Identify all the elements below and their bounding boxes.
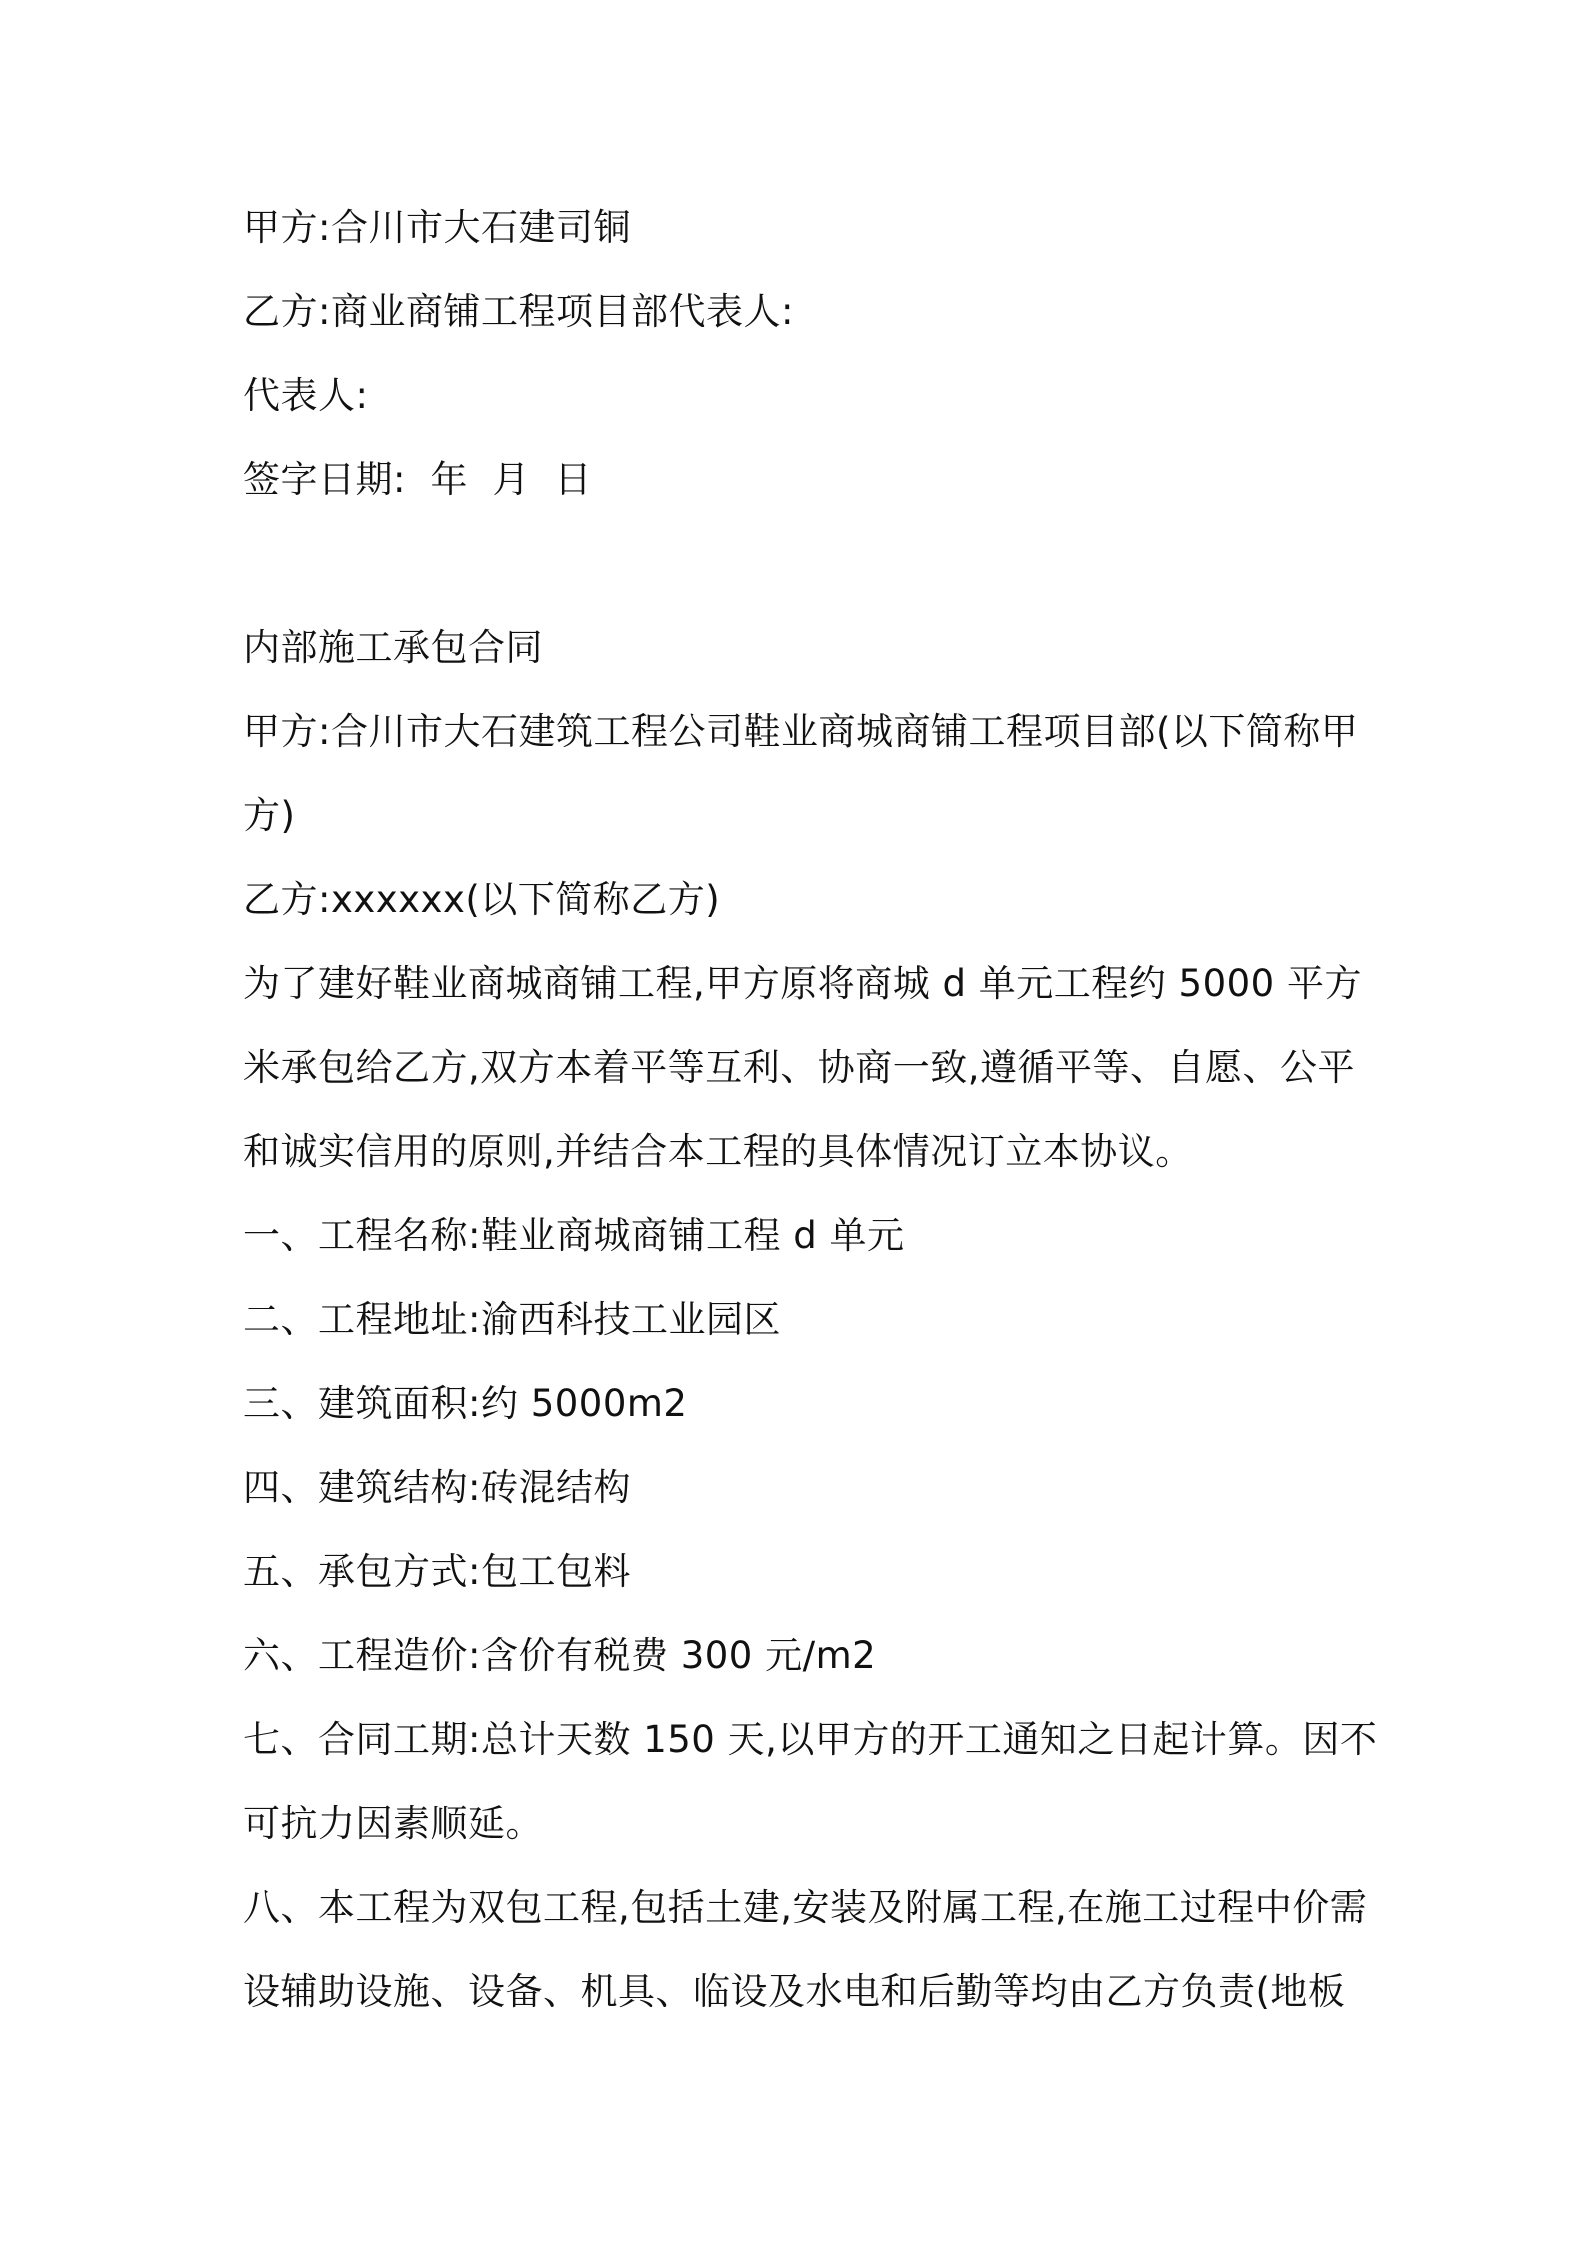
clause-building-area: 三、建筑面积:约 5000m2 <box>243 1382 688 1425</box>
clause-scope-line1: 八、本工程为双包工程,包括土建,安装及附属工程,在施工过程中价需 <box>243 1886 1368 1929</box>
contract-party-b: 乙方:xxxxxx(以下简称乙方) <box>243 878 721 921</box>
contract-body <box>243 606 1378 2034</box>
clause-project-cost: 六、工程造价:含价有税费 300 元/m2 <box>243 1634 877 1677</box>
clause-scope-line2: 设辅助设施、设备、机具、临设及水电和后勤等均由乙方负责(地板 <box>243 1970 1346 2013</box>
signature-date: 签字日期: 年 月 日 <box>243 458 593 501</box>
contract-party-a-line2: 方) <box>243 794 296 837</box>
clause-project-name: 一、工程名称:鞋业商城商铺工程 d 单元 <box>243 1214 905 1257</box>
preamble-line3: 和诚实信用的原则,并结合本工程的具体情况订立本协议。 <box>243 1130 1193 1173</box>
clause-duration-line1: 七、合同工期:总计天数 150 天,以甲方的开工通知之日起计算。因不 <box>243 1718 1378 1761</box>
preamble-line1: 为了建好鞋业商城商铺工程,甲方原将商城 d 单元工程约 5000 平方 <box>243 962 1362 1005</box>
signature-representative: 代表人: <box>243 374 369 417</box>
signature-block <box>243 186 1363 522</box>
clause-duration-line2: 可抗力因素顺延。 <box>243 1802 543 1845</box>
contract-party-a-line1: 甲方:合川市大石建筑工程公司鞋业商城商铺工程项目部(以下简称甲 <box>243 710 1359 753</box>
clause-project-address: 二、工程地址:渝西科技工业园区 <box>243 1298 781 1341</box>
contract-title: 内部施工承包合同 <box>243 626 543 669</box>
clause-building-structure: 四、建筑结构:砖混结构 <box>243 1466 631 1509</box>
preamble-line2: 米承包给乙方,双方本着平等互利、协商一致,遵循平等、自愿、公平 <box>243 1046 1356 1089</box>
signature-party-a: 甲方:合川市大石建司铜 <box>243 206 631 249</box>
signature-party-b: 乙方:商业商铺工程项目部代表人: <box>243 290 794 333</box>
clause-contract-method: 五、承包方式:包工包料 <box>243 1550 631 1593</box>
